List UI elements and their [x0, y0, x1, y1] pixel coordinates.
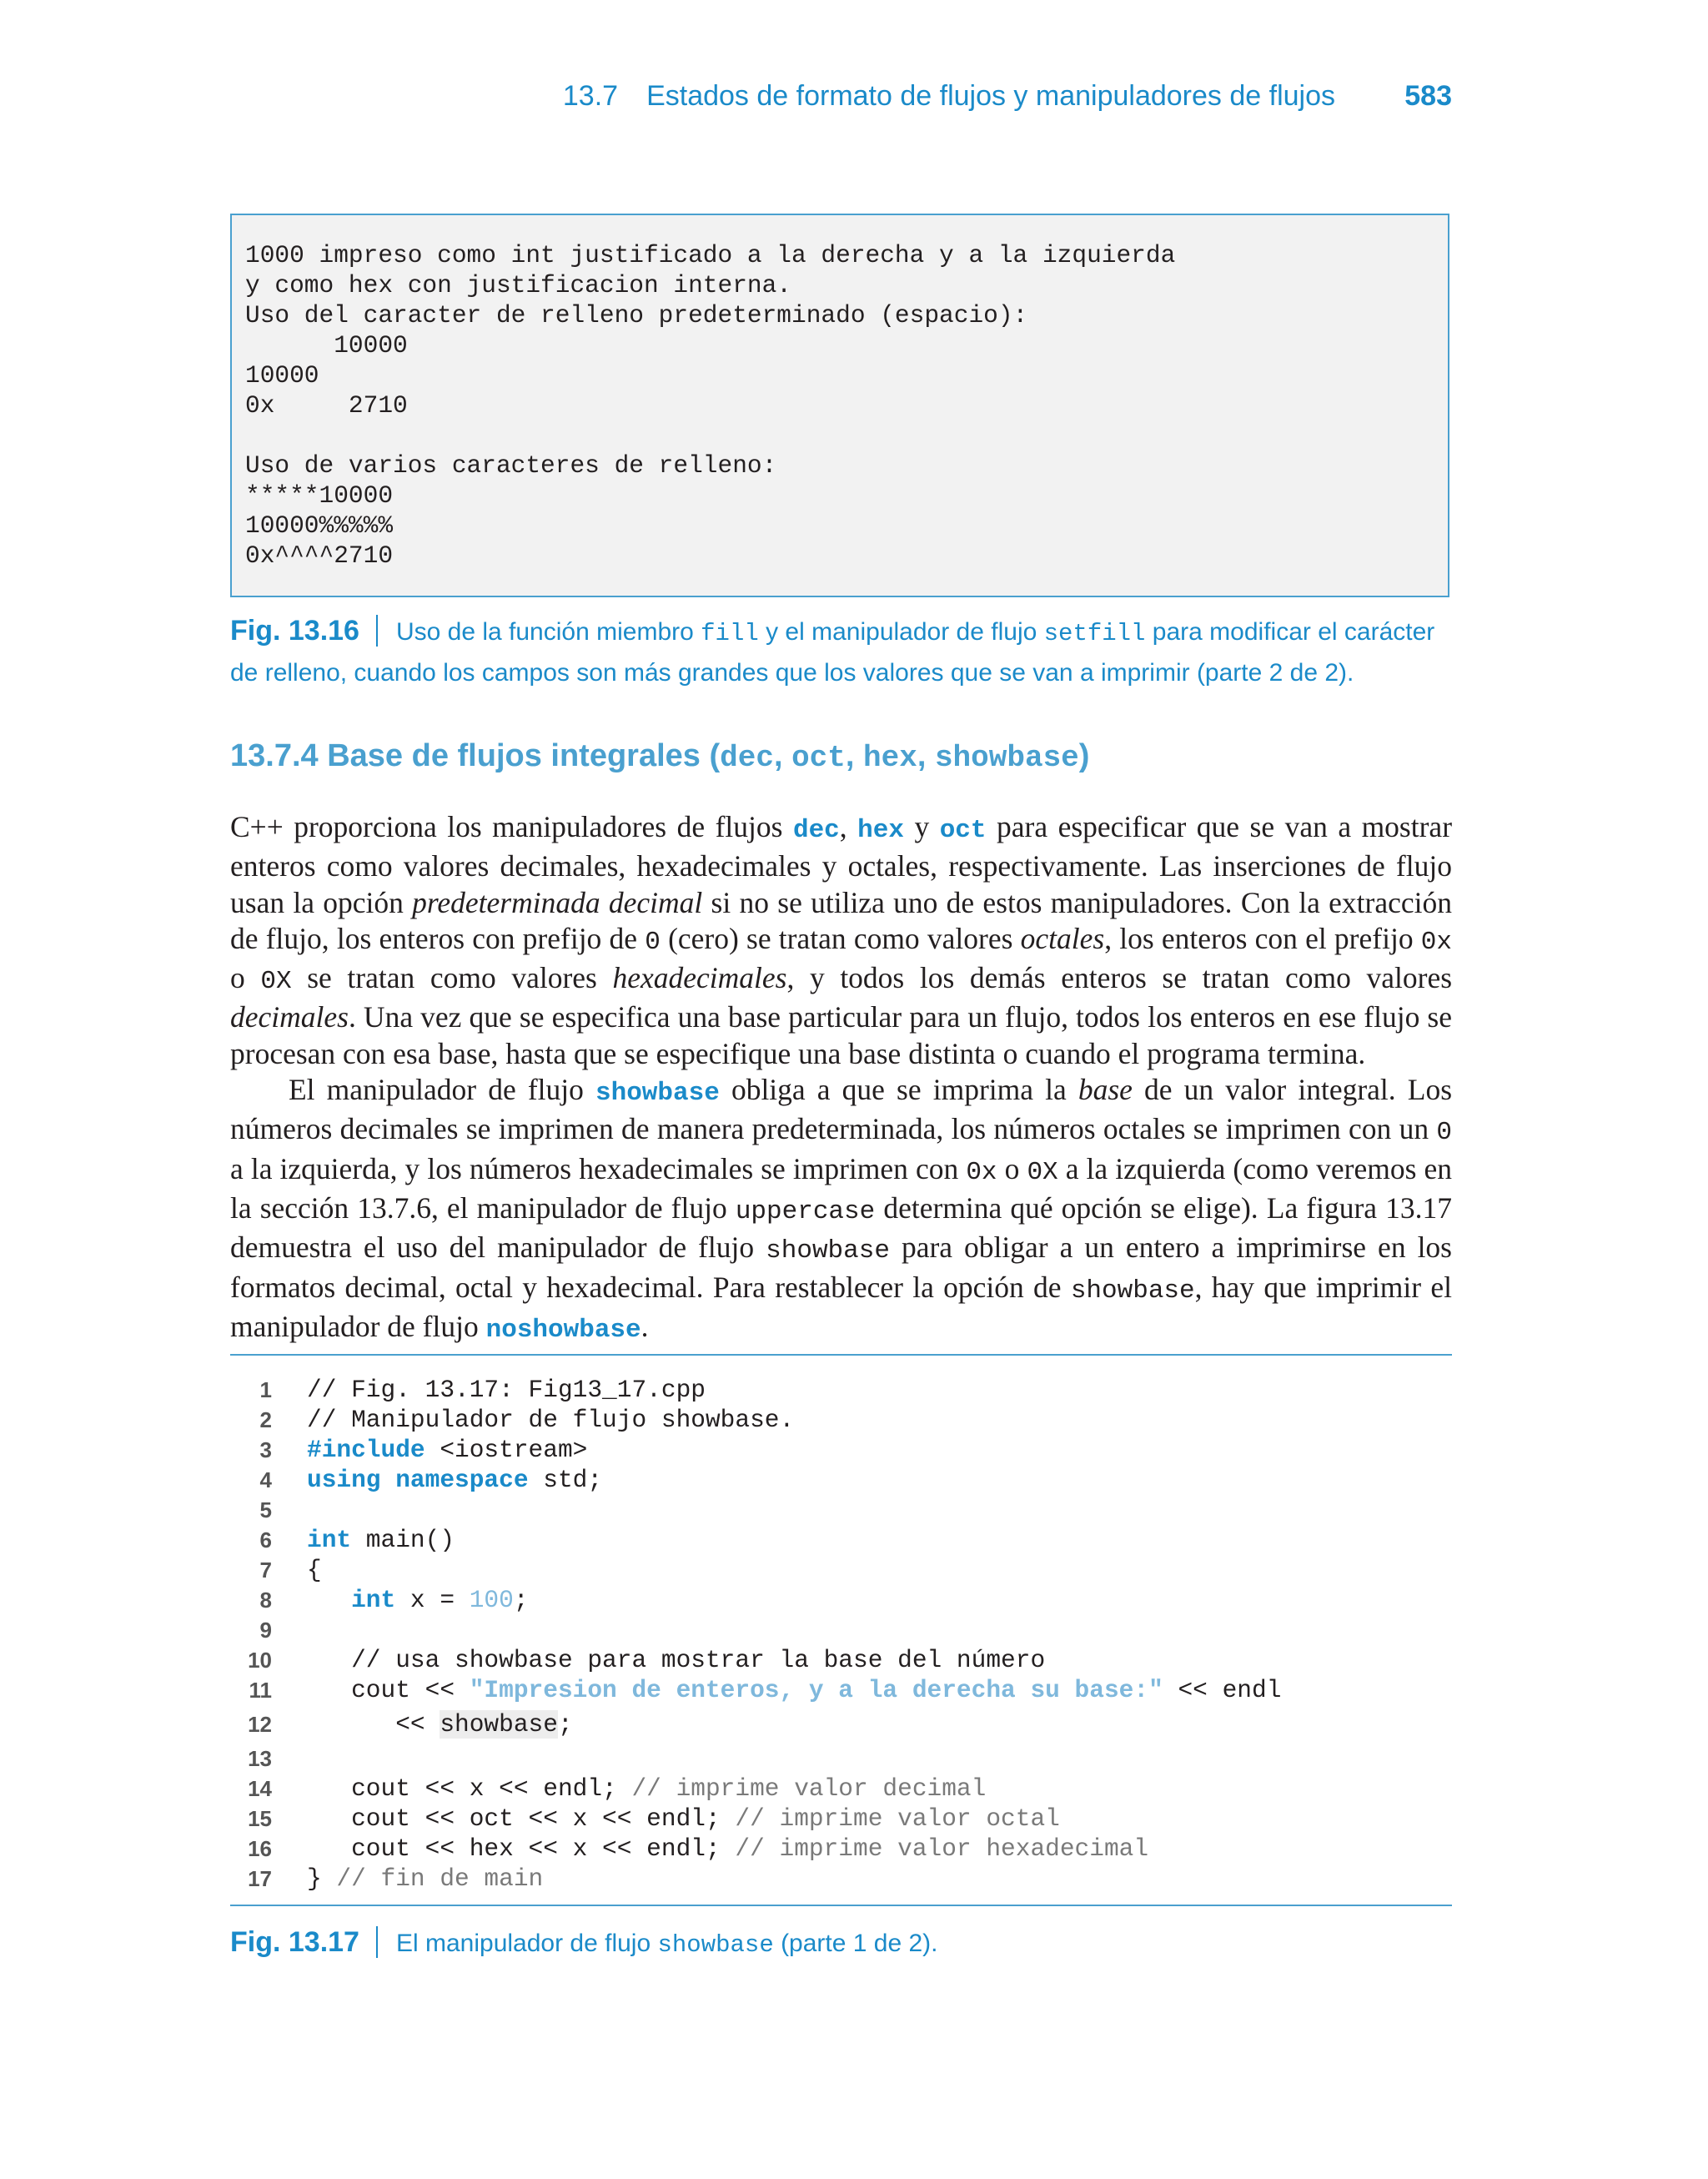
output-line: Uso de varios caracteres de relleno:: [245, 451, 777, 480]
output-line: 0x 2710: [245, 391, 408, 420]
heading-punct: ,: [845, 738, 864, 773]
running-header: [230, 80, 1452, 122]
code-line: [230, 1864, 1452, 1894]
keyword: dec: [792, 816, 840, 845]
code-text: int main(): [307, 1526, 455, 1554]
code-line: [230, 1555, 1452, 1585]
line-number: 17: [248, 1866, 272, 1891]
header-section-number: 13.7: [562, 80, 619, 112]
caption-separator: [376, 1926, 378, 1958]
keyword: noshowbase: [485, 1315, 641, 1345]
code-text: cout << x << endl; // imprime valor decimal: [307, 1774, 987, 1803]
code-text: // Manipulador de flujo showbase.: [307, 1406, 795, 1434]
heading-code: hex: [863, 741, 917, 775]
section-number: 13.7.4: [230, 738, 319, 773]
figure-caption-13-17: [230, 1923, 1456, 1965]
page-number: 583: [1404, 80, 1452, 112]
code-text: // usa showbase para mostrar la base del número: [307, 1646, 1046, 1674]
keyword: showbase: [595, 1079, 720, 1109]
code-line: [230, 1525, 1452, 1555]
line-number: 11: [249, 1678, 272, 1703]
code-line: [230, 1834, 1452, 1864]
heading-code: oct: [791, 741, 846, 775]
heading-code: showbase: [934, 741, 1079, 775]
code-line: [230, 1705, 1452, 1744]
code-line: [230, 1405, 1452, 1435]
output-line: 10000%%%%%: [245, 511, 394, 540]
line-number: 3: [259, 1437, 272, 1462]
code-line: [230, 1465, 1452, 1495]
code-line: [230, 1774, 1452, 1804]
section-title: Base de flujos integrales (: [327, 738, 721, 773]
header-section-title: Estados de formato de flujos y manipuladores de flujos: [646, 80, 1335, 112]
line-number: 4: [259, 1467, 272, 1492]
output-line: 10000: [245, 361, 319, 390]
output-line: 1000 impreso como int justificado a la derecha y a la izquierda: [245, 241, 1176, 269]
line-number: 8: [259, 1588, 272, 1613]
line-number: 9: [259, 1618, 272, 1643]
paragraph: C++ proporciona los manipuladores de flujos dec, hex y oct para especificar que se van a mostrar enteros como valores decimales, hexadecimales y octales, respectivamente. Las inserciones de flujo usan la opción predeterminada decimal si no se utiliza uno de estos manipuladores. Con la extracción de flujo, los enteros con prefijo de 0 (cero) se tratan como valores octales, los enteros con el prefijo 0x o 0X se tratan como valores hexadecimales, y todos los demás enteros se tratan como valores decimales. Una vez que se especifica una base particular para un flujo, todos los enteros en ese flujo se procesan con esa base, hasta que se especifique una base distinta o cuando el programa termina.: [230, 810, 1453, 1070]
line-number: 6: [259, 1527, 272, 1552]
caption-code: setfill: [1043, 620, 1146, 647]
caption-text: (parte 1 de 2).: [773, 1930, 938, 1957]
code-text: {: [307, 1556, 322, 1584]
heading-punct: ,: [917, 738, 935, 773]
output-line: [245, 420, 1448, 450]
code-line: [230, 1645, 1452, 1675]
code-text: } // fin de main: [307, 1864, 544, 1893]
body-text: [230, 809, 1452, 1348]
caption-separator: [376, 615, 378, 647]
caption-text: El manipulador de flujo: [395, 1930, 658, 1957]
listing-top-rule: [230, 1354, 1452, 1356]
code-text: cout << "Impresion de enteros, y a la derecha su base:" << endl: [307, 1676, 1282, 1704]
code-line: [230, 1435, 1452, 1465]
code-line: [230, 1744, 1452, 1774]
caption-text: y el manipulador de flujo: [758, 618, 1044, 646]
heading-code: dec: [720, 741, 774, 775]
code-listing: [230, 1375, 1452, 1894]
code-text: #include <iostream>: [307, 1436, 588, 1464]
figure-caption-13-16: [230, 611, 1456, 692]
line-number: 10: [248, 1648, 272, 1673]
output-line: 0x^^^^2710: [245, 541, 394, 570]
code-line: [230, 1375, 1452, 1405]
code-line: [230, 1495, 1452, 1525]
program-output-box: [230, 214, 1449, 597]
figure-label: Fig. 13.16: [230, 615, 359, 647]
heading-punct: ): [1078, 738, 1090, 773]
line-number: 5: [259, 1497, 272, 1522]
figure-label: Fig. 13.17: [230, 1926, 359, 1958]
line-number: 14: [248, 1776, 272, 1801]
keyword: oct: [939, 816, 987, 845]
line-number: 15: [248, 1806, 272, 1831]
code-text: cout << hex << x << endl; // imprime valor hexadecimal: [307, 1834, 1149, 1863]
line-number: 7: [259, 1558, 272, 1583]
code-line: [230, 1615, 1452, 1645]
code-text: << showbase;: [307, 1710, 573, 1739]
caption-text: Uso de la función miembro: [395, 618, 701, 646]
output-line: y como hex con justificacion interna.: [245, 271, 792, 299]
output-line: *****10000: [245, 481, 394, 510]
line-number: 1: [259, 1377, 272, 1402]
line-number: 16: [248, 1836, 272, 1861]
keyword: hex: [857, 816, 904, 845]
line-number: 2: [259, 1407, 272, 1432]
code-text: using namespace std;: [307, 1466, 603, 1494]
caption-code: fill: [701, 620, 759, 647]
code-text: cout << oct << x << endl; // imprime valor octal: [307, 1804, 1060, 1833]
heading-punct: ,: [773, 738, 792, 773]
section-heading: [230, 738, 1089, 775]
code-line: [230, 1585, 1452, 1615]
code-text: // Fig. 13.17: Fig13_17.cpp: [307, 1376, 706, 1404]
caption-code: showbase: [657, 1931, 774, 1959]
code-line: [230, 1675, 1452, 1705]
listing-bottom-rule: [230, 1905, 1452, 1906]
output-line: 10000: [245, 331, 408, 360]
line-number: 13: [248, 1746, 272, 1771]
caption-text: para modificar el carácter de relleno, cuando los campos son más grandes que los valores que se van a imprimir (parte 2 de 2).: [230, 618, 1435, 687]
output-line: Uso del caracter de relleno predeterminado (espacio):: [245, 301, 1028, 330]
paragraph: El manipulador de flujo showbase obliga a que se imprima la base de un valor integral. Los números decimales se imprimen de manera predeterminada, los números octales se imprimen con un 0 a la izquierda, y los números hexadecimales se imprimen con 0x o 0X a la izquierda (como veremos en la sección 13.7.6, el manipulador de flujo uppercase determina qué opción se elige). La figura 13.17 demuestra el uso del manipulador de flujo showbase para obligar a un entero a imprimirse en los formatos decimal, octal y hexadecimal. Para restablecer la opción de showbase, hay que imprimir el manipulador de flujo noshowbase.: [230, 1073, 1453, 1345]
code-line: [230, 1804, 1452, 1834]
code-text: int x = 100;: [351, 1586, 529, 1614]
header-title: [563, 80, 1335, 113]
line-number: 12: [248, 1712, 272, 1737]
